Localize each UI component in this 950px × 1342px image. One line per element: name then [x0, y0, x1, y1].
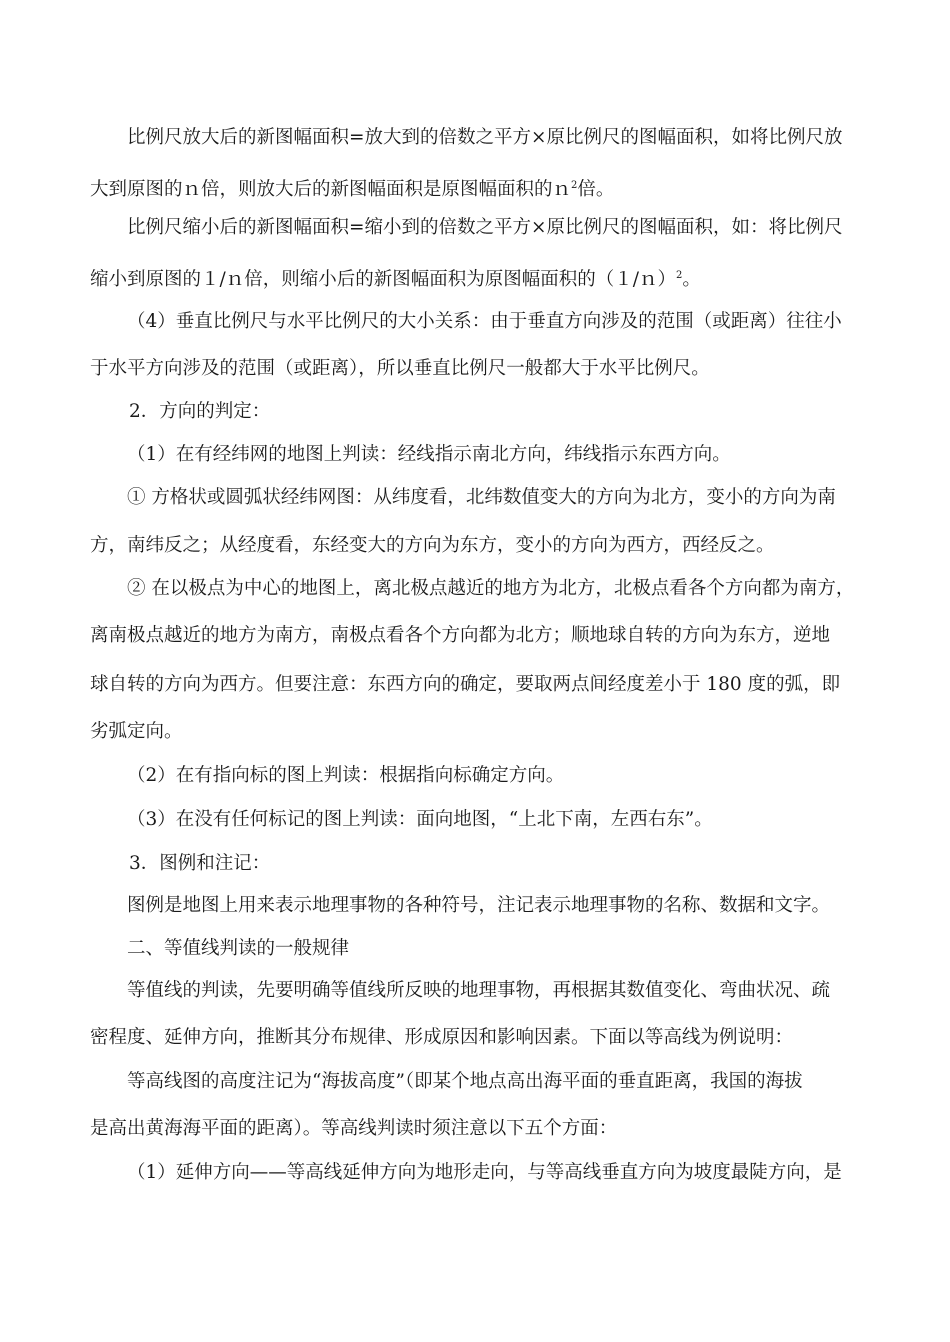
- paragraph-line: （1）延伸方向——等高线延伸方向为地形走向，与等高线垂直方向为坡度最陡方向，是: [127, 1162, 842, 1183]
- superscript: 2: [571, 180, 578, 191]
- paragraph-line: （1）在有经纬网的地图上判读：经线指示南北方向，纬线指示东西方向。: [127, 444, 731, 465]
- paragraph-line: 方，南纬反之；从经度看，东经变大的方向为东方，变小的方向为西方，西经反之。: [90, 535, 775, 556]
- paragraph-line: （3）在没有任何标记的图上判读：面向地图，“上北下南，左西右东”。: [127, 809, 713, 830]
- paragraph-line: ① 方格状或圆弧状经纬网图：从纬度看，北纬数值变大的方向为北方，变小的方向为南: [127, 487, 836, 508]
- paragraph-line: 密程度、延伸方向，推断其分布规律、形成原因和影响因素。下面以等高线为例说明：: [90, 1027, 794, 1048]
- paragraph-line: 劣弧定向。: [90, 721, 183, 742]
- paragraph-line: 离南极点越近的地方为南方，南极点看各个方向都为北方；顺地球自转的方向为东方，逆地: [90, 625, 831, 646]
- paragraph-line: 于水平方向涉及的范围（或距离），所以垂直比例尺一般都大于水平比例尺。: [90, 358, 710, 379]
- section-heading: 二、等值线判读的一般规律: [127, 938, 350, 959]
- superscript: 2: [675, 270, 683, 281]
- paragraph-line: 等值线的判读，先要明确等值线所反映的地理事物，再根据其数值变化、弯曲状况、疏: [127, 980, 831, 1001]
- paragraph-line: 比例尺缩小后的新图幅面积=缩小到的倍数之平方×原比例尺的图幅面积，如：将比例尺: [127, 217, 843, 238]
- paragraph-line: 等高线图的高度注记为“海拔高度”（即某个地点高出海平面的垂直距离，我国的海拔: [127, 1071, 803, 1092]
- paragraph-line: [90, 264, 701, 292]
- paragraph-line: [90, 174, 614, 202]
- text-run: 缩小到原图的１/ｎ倍，则缩小后的新图幅面积为原图幅面积的（１/ｎ）: [90, 269, 676, 290]
- paragraph-line: （2）在有指向标的图上判读：根据指向标确定方向。: [127, 765, 565, 786]
- text-run: 。: [682, 269, 701, 290]
- paragraph-line: 球自转的方向为西方。但要注意：东西方向的确定，要取两点间经度差小于 180 度的弧，即: [90, 674, 841, 695]
- paragraph-line: ② 在以极点为中心的地图上，离北极点越近的地方为北方，北极点看各个方向都为南方，: [127, 578, 855, 599]
- paragraph-line: 3．图例和注记：: [129, 853, 271, 874]
- text-run: 大到原图的ｎ倍，则放大后的新图幅面积是原图幅面积的ｎ: [90, 179, 572, 200]
- paragraph-line: （4）垂直比例尺与水平比例尺的大小关系：由于垂直方向涉及的范围（或距离）往往小: [127, 311, 842, 332]
- paragraph-line: 图例是地图上用来表示地理事物的各种符号，注记表示地理事物的名称、数据和文字。: [127, 895, 831, 916]
- paragraph-line: 是高出黄海海平面的距离）。等高线判读时须注意以下五个方面：: [90, 1118, 618, 1139]
- paragraph-line: 2．方向的判定：: [129, 401, 271, 422]
- text-run: 倍。: [577, 179, 615, 200]
- paragraph-line: 比例尺放大后的新图幅面积=放大到的倍数之平方×原比例尺的图幅面积，如将比例尺放: [127, 127, 843, 148]
